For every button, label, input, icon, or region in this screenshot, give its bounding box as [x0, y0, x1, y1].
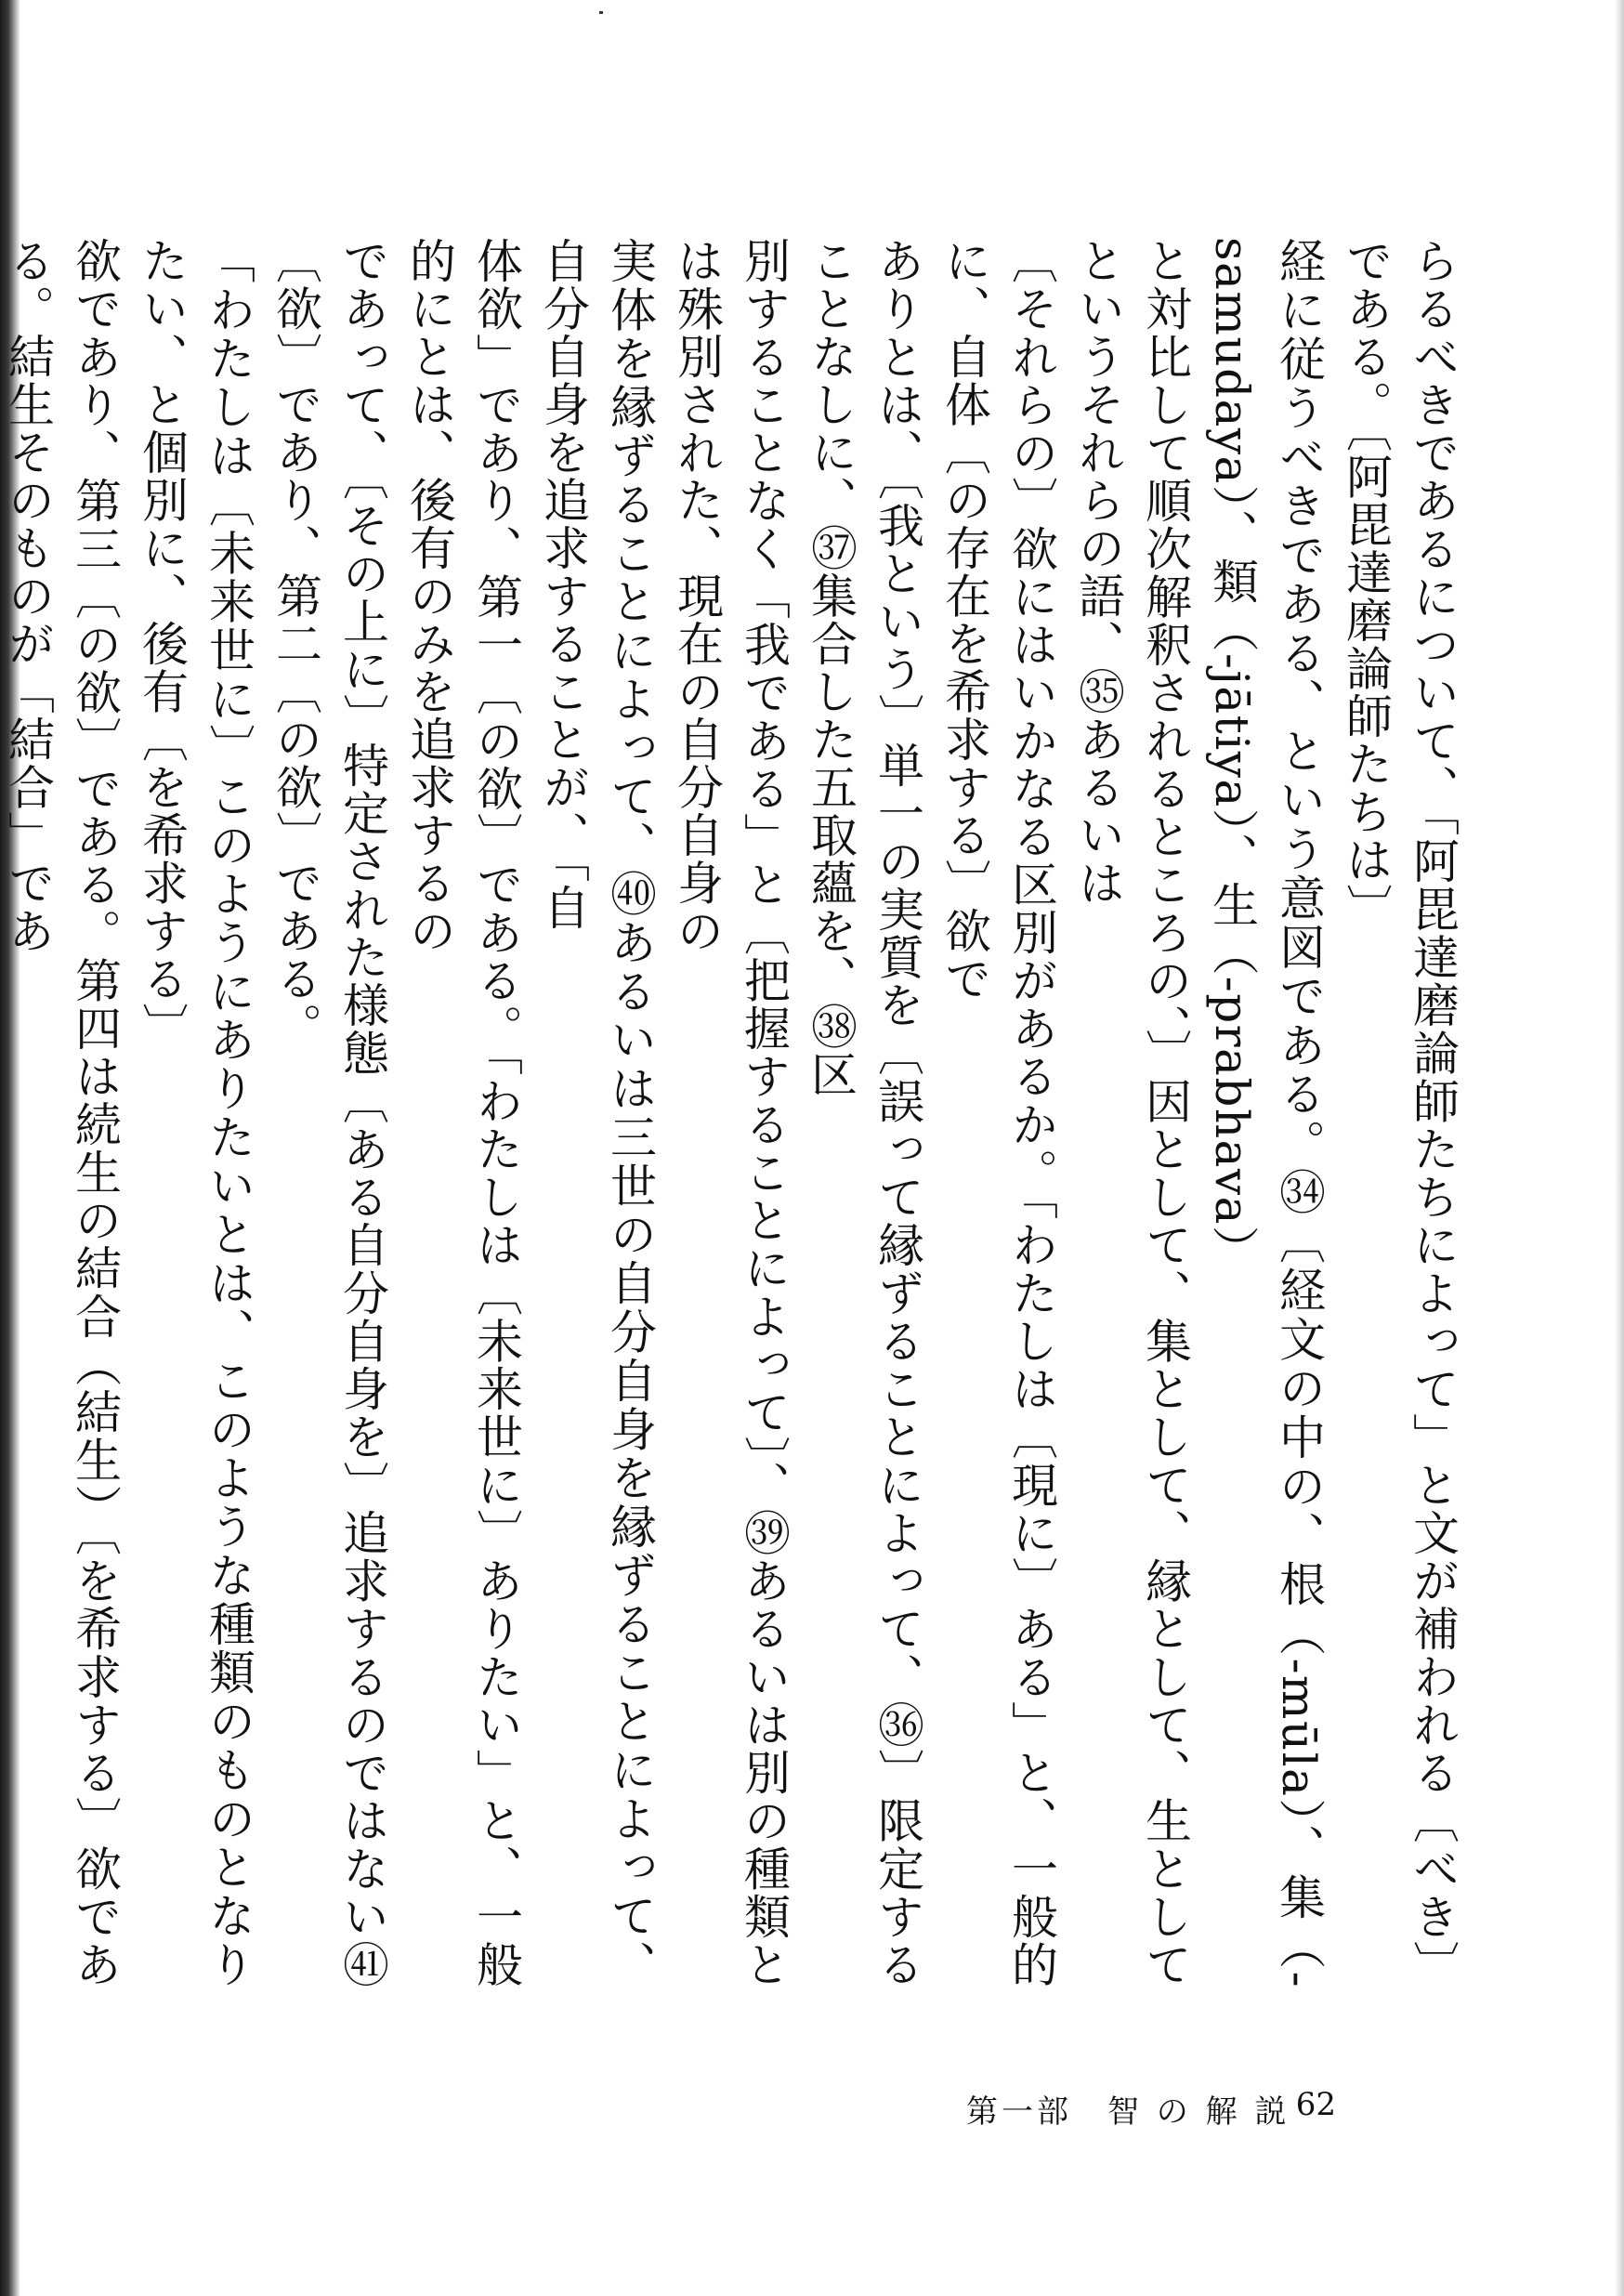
text-column: と対比して順次解釈されるところの、〕因として、集として、縁として、生としてというそれらの語、㉟あるいは: [1071, 237, 1192, 1988]
page-edge: [1615, 0, 1624, 2296]
text-column: 欲であり、第三〔の欲〕である。第四は続生の結合（結生）〔を希求する〕欲である。結生そのものが「結合」であ: [1, 237, 122, 1988]
page-number: 62: [1295, 2086, 1336, 2123]
text-column: 別することなく「我である」と〔把握することによって〕、㊴あるいは別の種類とは殊別された、現在の自分自身の: [670, 237, 791, 1988]
text-column: らるべきであるについて、「阿毘達磨論師たちによって」と文が補われる〔べき〕である。〔阿毘達磨論師たちは〕: [1339, 237, 1460, 1988]
text-column: 経に従うべきである、という意図である。㉞〔経文の中の、根（-mūla）、集（-samudaya）、類（-jātiya）、生（-prabhava）: [1205, 237, 1326, 1988]
text-column: であって、〔その上に〕特定された様態〔ある自分自身を〕追求するのではない㊶〔欲〕であり、第二〔の欲〕である。: [268, 237, 389, 1988]
text-column: 体欲」であり、第一〔の欲〕である。「わたしは〔未来世に〕ありたい」と、一般的にとは、後有のみを追求するの: [402, 237, 523, 1988]
text-column: 〔それらの〕欲にはいかなる区別があるか。「わたしは〔現に〕ある」と、一般的に、自体〔の存在を希求する〕欲で: [937, 237, 1058, 1988]
scan-speck: [599, 11, 603, 14]
running-head: 第一部 智 の 解 説: [966, 2093, 1290, 2131]
text-column: ありとは、〔我という〕単一の実質を〔誤って縁ずることによって、㊱〕限定することなしに、㊲集合した五取蘊を、㊳区: [804, 237, 924, 1988]
text-column: 実体を縁ずることによって、㊵あるいは三世の自分自身を縁ずることによって、自分自身を追求することが、「自: [536, 237, 657, 1989]
text-column: 「わたしは〔未来世に〕このようにありたいとは、このような種類のものとなりたい、と個別に、後有〔を希求する〕: [135, 237, 255, 1988]
body-text: [1, 237, 1466, 1989]
